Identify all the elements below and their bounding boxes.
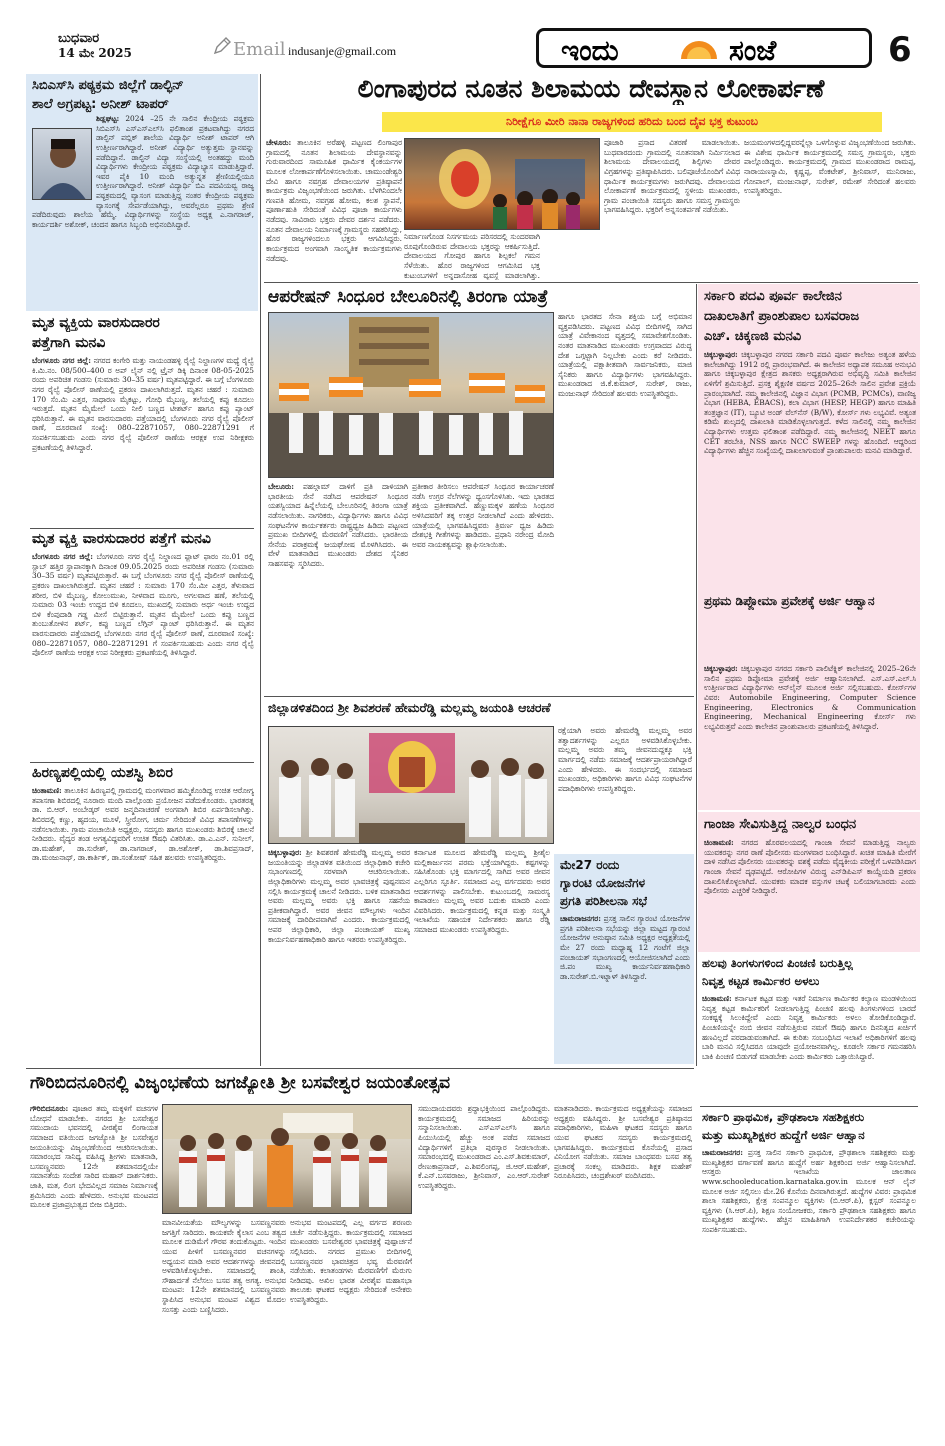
basava-col1-text: ಪೂಜಾರ ತಮ್ಮ ಮಕ್ಕಳಿಗೆ ವಚನಗಳ ಬೋಧನೆ ಮಾಡಬೇಕು. ನಗರದ ಶ್ರೀ ಬಸವೇಶ್ವರ ಸಮುದಾಯ ಭವನದಲ್ಲಿ ವೀರಶೈವ ಲಿಂಗಾಯತ ಸಮಾಜದ ವತಿಯಿಂದ ಜಗಜ್ಯೋತಿ ಶ್ರೀ ಬಸವೇಶ್ವರ ಜಯಂತಿಯನ್ನು ವಿಜೃಂಭಣೆಯಿಂದ ಆಚರಿಸಲಾಯಿತು. ಸಮಾರಂಭದ ಸಾನಿಧ್ಯ ವಹಿಸಿದ್ದ ಶ್ರೀಗಳು ಮಾತನಾಡಿ, ಬಸವಣ್ಣನವರು 12ನೇ ಶತಮಾನದಲ್ಲಿಯೇ ಸಮಾನತೆಯ ಸಂದೇಶ ಸಾರಿದ ಮಹಾನ್ ದಾರ್ಶನಿಕರು. ಜಾತಿ, ಮತ, ಲಿಂಗ ಭೇದವಿಲ್ಲದ ಸಮಾಜ ನಿರ್ಮಾಣಕ್ಕೆ ಶ್ರಮಿಸಿದರು ಎಂದು ಹೇಳಿದರು. ಅನುಭವ ಮಂಟಪದ ಮೂಲಕ ಪ್ರಜಾಪ್ರಭುತ್ವದ ಬೀಜ ಬಿತ್ತಿದರು. <box>30 1104 158 1210</box>
ganja-dateline: ಚಿಂತಾಮಣಿ: <box>704 838 734 847</box>
cbse-article <box>26 74 258 311</box>
sindoor-col2-text: ಪ್ರತೀಕಾರ ತೀರಿಸಲು ಆಪರೇಷನ್ ಸಿಂಧೂರ ಕಾರ್ಯಾಚರಣೆ ನಡೆಸಿ ಉಗ್ರರ ನೆಲೆಗಳನ್ನು ಧ್ವಂಸಗೊಳಿಸಿತು. ಇದು ಭಾರತದ ಶಕ್ತಿಯ ಪ್ರತೀಕವಾಗಿದೆ. ಹೆಣ್ಣುಮಕ್ಕಳ ಹಣೆಯ ಸಿಂಧೂರ ಅಳಿಸಿದವರಿಗೆ ತಕ್ಕ ಉತ್ತರ ನೀಡಲಾಗಿದೆ ಎಂದು ಹೇಳಿದರು. ಯಾತ್ರೆಯಲ್ಲಿ ಭಾಗವಹಿಸಿದ್ದವರು ತ್ರಿವರ್ಣ ಧ್ವಜ ಹಿಡಿದು ದೇಶಭಕ್ತಿ ಗೀತೆಗಳನ್ನು ಹಾಡಿದರು. ಪ್ರಧಾನಿ ನರೇಂದ್ರ ಮೋದಿ ಅವರ ನಾಯಕತ್ವವನ್ನು ಶ್ಲಾಘಿಸಲಾಯಿತು. <box>412 482 554 549</box>
teachers-headline-2: ಮತ್ತು ಮುಖ್ಯಶಿಕ್ಷಕರ ಹುದ್ದೆಗೆ ಅರ್ಜಿ ಆಹ್ವಾನ <box>702 1128 865 1142</box>
shivsharan-col1-text: ಶ್ರೀ ಶಿವಶರಣೆ ಹೇಮರೆಡ್ಡಿ ಮಲ್ಲಮ್ಮ ಅವರ ಜಯಂತಿಯನ್ನು ಜಿಲ್ಲಾಡಳಿತ ವತಿಯಿಂದ ಜಿಲ್ಲಾಧಿಕಾರಿ ಕಚೇರಿ ಸಭಾಂಗಣದಲ್ಲಿ ಸರಳವಾಗಿ ಆಚರಿಸಲಾಯಿತು. ಜಿಲ್ಲಾಧಿಕಾರಿಗಳು ಮಲ್ಲಮ್ಮ ಅವರ ಭಾವಚಿತ್ರಕ್ಕೆ ಪುಷ್ಪನಮನ ಸಲ್ಲಿಸಿ ಕಾರ್ಯಕ್ರಮಕ್ಕೆ ಚಾಲನೆ ನೀಡಿದರು. ಬಳಿಕ ಮಾತನಾಡಿದ ಅವರು ಮಲ್ಲಮ್ಮ ಅವರು ಭಕ್ತಿ ಹಾಗೂ ಸಹನೆಯ ಪ್ರತೀಕವಾಗಿದ್ದಾರೆ. ಅವರ ಜೀವನ ಮೌಲ್ಯಗಳು ಇಂದಿನ ಸಮಾಜಕ್ಕೆ ದಾರಿದೀಪವಾಗಿವೆ ಎಂದರು. ಕಾರ್ಯಕ್ರಮದಲ್ಲಿ ಅಪರ ಜಿಲ್ಲಾಧಿಕಾರಿ, ಜಿಲ್ಲಾ ಪಂಚಾಯತ್ ಮುಖ್ಯ ಕಾರ್ಯನಿರ್ವಹಣಾಧಿಕಾರಿ ಹಾಗೂ ಇತರರು ಉಪಸ್ಥಿತರಿದ್ದರು. <box>268 848 410 944</box>
ganja-body <box>704 838 916 950</box>
ganja-headline: ಗಾಂಜಾ ಸೇವಿಸುತ್ತಿದ್ದ ನಾಲ್ವರ ಬಂಧನ <box>704 817 857 832</box>
pension-article <box>698 954 920 1104</box>
pension-headline-1: ಹಲವು ತಿಂಗಳುಗಳಿಂದ ಪಿಂಚಣಿ ಬರುತ್ತಿಲ್ಲ <box>702 956 854 970</box>
guarantee-headline-1: ಮೇ27 ರಂದು <box>560 858 620 872</box>
tiranga-yatra-photo <box>268 312 554 478</box>
college-text: ಚಿಕ್ಕಬಳ್ಳಾಪುರ ನಗರದ ಸರ್ಕಾರಿ ಪದವಿ ಪೂರ್ವ ಕಾಲೇಜು ಅತ್ಯಂತ ಹಳೆಯ ಕಾಲೇಜಾಗಿದ್ದು 1912 ರಲ್ಲಿ ಪ್ರಾರಂಭವಾಗಿದೆ. ಈ ಕಾಲೇಜಿನ ಅಧ್ಯಾಪಕ ಸಮೂಹ ಅನುಭವಿ ಹಾಗೂ ಚಿಕ್ಕಬಳ್ಳಾಪುರ ಕ್ಷೇತ್ರದ ಶಾಸಕರು ಅಧ್ಯಕ್ಷರಾಗಿರುವ ಅಭಿವೃದ್ಧಿ ಸಮಿತಿ ಕಾಲೇಜಿನ ಏಳಿಗೆಗೆ ಶ್ರಮಿಸುತ್ತಿದೆ. ಪ್ರಸಕ್ತ ಶೈಕ್ಷಣಿಕ ವರ್ಷದ 2025–26ನೇ ಸಾಲಿನ ಪ್ರವೇಶ ಪ್ರಕ್ರಿಯೆ ಪ್ರಾರಂಭವಾಗಿದೆ. ನಮ್ಮ ಕಾಲೇಜಿನಲ್ಲಿ ವಿಜ್ಞಾನ ವಿಭಾಗ (PCMB, PCMCs), ವಾಣಿಜ್ಯ ವಿಭಾಗ (HEBA, EBACS), ಕಲಾ ವಿಭಾಗ (HESP, HEGP) ಹಾಗೂ ಮಾಹಿತಿ ತಂತ್ರಜ್ಞಾನ (IT), ಬ್ಯೂಟಿ ಅಂಡ್ ವೆಲ್‌ನೆಸ್ (B/W), ಕೋರ್ಸ್ ಗಳು ಲಭ್ಯವಿವೆ. ಅತ್ಯಂತ ಕಡಿಮೆ ಶುಲ್ಕದಲ್ಲಿ ದಾಖಲಾತಿ ಮಾಡಿಕೊಳ್ಳಲಾಗುತ್ತದೆ. ಕಳೆದ ಸಾಲಿನಲ್ಲಿ ನಮ್ಮ ಕಾಲೇಜಿನ ವಿದ್ಯಾರ್ಥಿಗಳು ಉತ್ತಮ ಫಲಿತಾಂಶ ಪಡೆದಿದ್ದಾರೆ. ನಮ್ಮ ಕಾಲೇಜಿನಲ್ಲಿ NEET ಹಾಗೂ CET ತರಬೇತಿ, NSS ಹಾಗೂ NCC SWEEP ಗಳನ್ನು ಹೊಂದಿದೆ. ಆದ್ದರಿಂದ ವಿದ್ಯಾರ್ಥಿಗಳು ಹೆಚ್ಚಿನ ಸಂಖ್ಯೆಯಲ್ಲಿ ದಾಖಲಾಗುವಂತೆ ಪ್ರಾಂಶುಪಾಲರು ಮನವಿ ಮಾಡಿದ್ದಾರೆ. <box>704 350 916 456</box>
college-headline-3: ಎಚ್. ಚಿಕ್ಕಣಜಿ ಮನವಿ <box>704 329 802 344</box>
lost-2-dateline: ಬೆಂಗಳೂರು ನಗರ ಜಿಲ್ಲೆ: <box>32 552 93 561</box>
divider <box>26 1068 694 1069</box>
pension-headline-2: ನಿವೃತ್ತ ಕಟ್ಟಡ ಕಾರ್ಮಿಕರ ಅಳಲು <box>702 974 820 988</box>
sindoor-col1-text: ಪಹಲ್ಗಾಮ್ ದಾಳಿಗೆ ಪ್ರತಿ ದಾಳಿಯಾಗಿ ಭಾರತೀಯ ಸೇನೆ ನಡೆಸಿದ ಆಪರೇಷನ್ ಸಿಂಧೂರ ಯಶಸ್ವಿಯಾದ ಹಿನ್ನೆಲೆಯಲ್ಲಿ ಬೇಲೂರಿನಲ್ಲಿ ತಿರಂಗಾ ಯಾತ್ರೆ ನಡೆಸಲಾಯಿತು. ನಾಗರಿಕರು, ವಿದ್ಯಾರ್ಥಿಗಳು ಹಾಗೂ ವಿವಿಧ ಸಂಘಟನೆಗಳ ಕಾರ್ಯಕರ್ತರು ರಾಷ್ಟ್ರಧ್ವಜ ಹಿಡಿದು ಪಟ್ಟಣದ ಪ್ರಮುಖ ಬೀದಿಗಳಲ್ಲಿ ಮೆರವಣಿಗೆ ನಡೆಸಿದರು. ಭಾರತೀಯ ಸೇನೆಯ ಪರಾಕ್ರಮಕ್ಕೆ ಜಯಘೋಷ ಮೊಳಗಿಸಿದರು. ಈ ವೇಳೆ ಮಾತನಾಡಿದ ಮುಖಂಡರು ದೇಶದ ಸೈನಿಕರ ಸಾಹಸವನ್ನು ಸ್ಮರಿಸಿದರು. <box>268 482 408 568</box>
guarantee-headline-2: ಗ್ಯಾರಂಟಿ ಯೋಜನೆಗಳ <box>560 876 646 890</box>
shivsharan-dateline: ಚಿಕ್ಕಬಳ್ಳಾಪುರ: <box>268 848 302 857</box>
sindoor-col-1 <box>268 482 408 690</box>
ganja-text: ನಗರದ ಹೊರವಲಯದಲ್ಲಿ ಗಾಂಜಾ ಸೇವನೆ ಮಾಡುತ್ತಿದ್ದ ನಾಲ್ವರು ಯುವಕರನ್ನು ನಗರ ಠಾಣೆ ಪೊಲೀಸರು ಮಂಗಳವಾರ ಬಂಧಿಸಿದ್ದಾರೆ. ಖಚಿತ ಮಾಹಿತಿ ಮೇರೆಗೆ ದಾಳಿ ನಡೆಸಿದ ಪೊಲೀಸರು ಯುವಕರನ್ನು ವಶಕ್ಕೆ ಪಡೆದು ವೈದ್ಯಕೀಯ ಪರೀಕ್ಷೆಗೆ ಒಳಪಡಿಸಿದಾಗ ಗಾಂಜಾ ಸೇವನೆ ದೃಢಪಟ್ಟಿದೆ. ಆರೋಪಿಗಳ ವಿರುದ್ಧ ಎನ್‌ಡಿಪಿಎಸ್ ಕಾಯ್ದೆಯಡಿ ಪ್ರಕರಣ ದಾಖಲಿಸಿಕೊಳ್ಳಲಾಗಿದೆ. ಯುವಕರು ಮಾದಕ ವಸ್ತುಗಳ ಚಟಕ್ಕೆ ಬಲಿಯಾಗಬಾರದು ಎಂದು ಪೊಲೀಸರು ಎಚ್ಚರಿಕೆ ನೀಡಿದ್ದಾರೆ. <box>704 838 916 896</box>
masthead-logo <box>536 28 872 68</box>
cbse-headline-2: ಶಾಲೆ ಅಗ್ರಪಟ್ಟ: ಅನೀಶ್ ಟಾಪರ್ <box>32 97 169 112</box>
guarantee-body <box>560 914 690 1062</box>
lingapura-article <box>262 72 920 280</box>
page-number: 6 <box>888 30 912 70</box>
guarantee-headline-3: ಪ್ರಗತಿ ಪರಿಶೀಲನಾ ಸಭೆ <box>560 894 648 908</box>
diploma-article <box>698 664 920 810</box>
lingapura-dateline: ಚೇಳೂರು: <box>266 138 292 147</box>
column-divider <box>260 74 261 1066</box>
ganja-article <box>698 812 920 952</box>
paper-name-left: ಇಂದು <box>561 34 619 67</box>
sindoor-col3-text: ಹಾಗೂ ಭಾರತದ ಸೇನಾ ಶಕ್ತಿಯ ಬಗ್ಗೆ ಅಭಿಮಾನ ವ್ಯಕ್ತಪಡಿಸಿದರು. ಪಟ್ಟಣದ ವಿವಿಧ ಬೀದಿಗಳಲ್ಲಿ ಸಾಗಿದ ಯಾತ್ರೆ ವಿವೇಕಾನಂದ ವೃತ್ತದಲ್ಲಿ ಸಮಾವೇಶಗೊಂಡಿತು. ನಂತರ ಮಾತನಾಡಿದ ಮುಖಂಡರು ಉಗ್ರವಾದದ ವಿರುದ್ಧ ದೇಶ ಒಗ್ಗಟ್ಟಾಗಿ ನಿಲ್ಲಬೇಕು ಎಂದು ಕರೆ ನೀಡಿದರು. ಯಾತ್ರೆಯಲ್ಲಿ ಪಕ್ಷಾತೀತವಾಗಿ ಸಾರ್ವಜನಿಕರು, ಮಾಜಿ ಸೈನಿಕರು ಹಾಗೂ ವಿದ್ಯಾರ್ಥಿಗಳು ಭಾಗವಹಿಸಿದ್ದರು. ಮುಖಂಡರಾದ ಜಿ.ಕೆ.ಕುಮಾರ್, ಸುರೇಶ್, ರಾಜು, ಮಂಜುನಾಥ್ ಸೇರಿದಂತೆ ಹಲವರು ಉಪಸ್ಥಿತರಿದ್ದರು. <box>558 312 692 398</box>
lost-2-headline: ಮೃತ ವ್ಯಕ್ತಿ ವಾರಸುದಾರರ ಪತ್ತೆಗೆ ಮನವಿ <box>32 531 211 547</box>
lost-person-article-1 <box>26 314 258 526</box>
camp-article <box>26 764 258 1064</box>
basava-headline: ಗೌರಿಬಿದನೂರಿನಲ್ಲಿ ವಿಜೃಂಭಣೆಯ ಜಗಜ್ಯೋತಿ ಶ್ರೀ ಬಸವೇಶ್ವರ ಜಯಂತೋತ್ಸವ <box>30 1073 451 1093</box>
diploma-headline: ಪ್ರಥಮ ಡಿಪ್ಲೋಮಾ ಪ್ರವೇಶಕ್ಕೆ ಅರ್ಜಿ ಆಹ್ವಾನ <box>704 594 875 608</box>
lost-1-headline-1: ಮೃತ ವ್ಯಕ್ತಿಯ ವಾರಸುದಾರರ <box>32 315 160 331</box>
lingapura-col-4 <box>744 138 916 278</box>
basava-photo <box>162 1104 412 1214</box>
sindoor-headline: ಆಪರೇಷನ್ ಸಿಂಧೂರ ಬೇಲೂರಿನಲ್ಲಿ ತಿರಂಗಾ ಯಾತ್ರೆ <box>268 287 548 307</box>
divider <box>700 1106 918 1107</box>
camp-body <box>32 786 254 1062</box>
lost-1-text: ನಗರದ ಕಂಗೇರಿ ಮತ್ತು ನಾಯಂಡಹಳ್ಳಿ ರೈಲ್ವೆ ನಿಲ್ದಾಣಗಳ ಮಧ್ಯೆ ರೈಲ್ವೆ ಕಿ.ಮಿ.ನಂ. 08/500–400 ರ ಅಪ್ ಲೈನ್ ನಲ್ಲಿ ಟ್ರೈನ್ ಡಿಕ್ಕಿ ದಿನಾಂಕ 08-05-2025 ರಂದು ಅಪರಿಚಿತ ಗಂಡಸು (ಸುಮಾರು 30–35 ವರ್ಷ) ಮೃತಪಟ್ಟಿದ್ದಾರೆ. ಈ ಬಗ್ಗೆ ಬೆಂಗಳೂರು ನಗರ ರೈಲ್ವೆ ಪೊಲೀಸ್ ಠಾಣೆಯಲ್ಲಿ ಪ್ರಕರಣ ದಾಖಲಾಗಿರುತ್ತದೆ. ಮೃತನ ಚಹರೆ : ಸುಮಾರು 170 ಸೆಂ.ಮಿ ಎತ್ತರ, ಸಾಧಾರಣ ಮೈಕಟ್ಟು, ಗೋಧಿ ಮೈಬಣ್ಣ, ತಲೆಯಲ್ಲಿ ಕಪ್ಪು ಕೂದಲು ಇರುತ್ತದೆ. ಮೃತನ ಮೈಮೇಲೆ ಒಂದು ನೀಲಿ ಬಣ್ಣದ ಟೀಶರ್ಟ್ ಹಾಗೂ ಕಪ್ಪು ಪ್ಯಾಂಟ್ ಧರಿಸಿರುತ್ತಾನೆ. ಈ ಮೃತನ ವಾರಸುದಾರರು ಪತ್ತೆಯಾದಲ್ಲಿ ಬೆಂಗಳೂರು ನಗರ ರೈಲ್ವೆ ಪೊಲೀಸ್ ಠಾಣೆ, ದೂರವಾಣಿ ಸಂಖ್ಯೆ: 080–22871057, 080–22871291 ಗೆ ಸಂಪರ್ಕಿಸಬಹುದು ಎಂದು ನಗರ ರೈಲ್ವೆ ಪೊಲೀಸ್ ಠಾಣೆಯ ಆರಕ್ಷಕ ಉಪ ನಿರೀಕ್ಷಕರು ಪ್ರಕಟಣೆಯಲ್ಲಿ ತಿಳಿಸಿದ್ದಾರೆ. <box>32 356 254 452</box>
issue-day: ಬುಧವಾರ <box>58 31 100 46</box>
college-headline-1: ಸರ್ಕಾರಿ ಪದವಿ ಪೂರ್ವ ಕಾಲೇಜಿನ <box>704 289 842 304</box>
pension-body <box>702 994 916 1102</box>
guarantee-article <box>554 854 694 1064</box>
teachers-headline-1: ಸರ್ಕಾರಿ ಪ್ರಾಥಮಿಕ, ಪ್ರೌಢಶಾಲಾ ಸಹಶಿಕ್ಷಕರು <box>702 1110 865 1124</box>
pencil-icon <box>212 36 232 56</box>
camp-headline: ಹಿರಣ್ಯಪಲ್ಲಿಯಲ್ಲಿ ಯಶಸ್ವಿ ಶಿಬಿರ <box>32 765 173 781</box>
college-body <box>704 350 916 590</box>
basava-dateline: ಗೌರಿಬಿದನೂರು: <box>30 1104 69 1113</box>
lingapura-col1-text: ತಾಲೂಕಿನ ಅರೆಹಳ್ಳಿ ಪಟ್ಟಣದ ಲಿಂಗಾಪುರ ಗ್ರಾಮದಲ್ಲಿ ನೂತನ ಶಿಲಾಮಯ ದೇವಸ್ಥಾನವನ್ನು ಗುರುವಾರದಿಂದ ಸಾಮೂಹಿಕ ಧಾರ್ಮಿಕ ಕೈಂಕರ್ಯಗಳ ಮೂಲಕ ಲೋಕಾರ್ಪಣೆಗೊಳಿಸಲಾಯಿತು. ಚಾಮುಂಡೇಶ್ವರಿ ದೇವಿ ಹಾಗೂ ನವಗ್ರಹ ದೇವಾಲಯಗಳ ಪ್ರತಿಷ್ಠಾಪನೆ ಕಾರ್ಯಕ್ರಮ ವಿಜೃಂಭಣೆಯಿಂದ ಜರುಗಿತು. ಬೆಳಗಿನಿಂದಲೇ ಗಣಪತಿ ಹೋಮ, ನವಗ್ರಹ ಹೋಮ, ಕಲಶ ಸ್ಥಾಪನೆ, ಪೂರ್ಣಾಹುತಿ ಸೇರಿದಂತೆ ವಿವಿಧ ಪೂಜಾ ಕಾರ್ಯಗಳು ನಡೆದವು. ಸಾವಿರಾರು ಭಕ್ತರು ದೇವರ ದರ್ಶನ ಪಡೆದರು. ನೂತನ ದೇವಾಲಯ ನಿರ್ಮಾಣಕ್ಕೆ ಗ್ರಾಮಸ್ಥರು ಸಹಕರಿಸಿದ್ದು, ಹೊರ ರಾಜ್ಯಗಳಿಂದಲೂ ಭಕ್ತರು ಆಗಮಿಸಿದ್ದರು. ಕಾರ್ಯಕ್ರಮದ ಅಂಗವಾಗಿ ಸಾಂಸ್ಕೃತಿಕ ಕಾರ್ಯಕ್ರಮಗಳು ನಡೆದವು. <box>266 138 402 263</box>
shivsharan-col-2 <box>414 848 550 1062</box>
paper-name-right: ಸಂಜೆ <box>729 34 777 67</box>
sun-logo-icon <box>677 39 721 61</box>
basava-col-3 <box>290 1218 412 1438</box>
cbse-body <box>32 114 254 308</box>
lingapura-subhead-banner <box>382 112 882 132</box>
lingapura-col-1 <box>266 138 402 278</box>
lingapura-col3-text: ಪೂಜಾರಿ ಪ್ರಸಾದ ವಿತರಣೆ ಮಾಡಲಾಯಿತು. ಬುಧವಾರದಂದು ಗ್ರಾಮದಲ್ಲಿ ನೂತನವಾಗಿ ನಿರ್ಮಿಸಲಾದ ಶಿಲಾಮಯ ದೇವಾಲಯದಲ್ಲಿ ಶಿಲ್ಪಿಗಳು ದೇವರ ವಿಗ್ರಹಗಳನ್ನು ಪ್ರತಿಷ್ಠಾಪಿಸಿದರು. ಬಲಿಪೂಜೆಯೊಂದಿಗೆ ವಿವಿಧ ಧಾರ್ಮಿಕ ಕಾರ್ಯಕ್ರಮಗಳು ಜರುಗಿದವು. ದೇವಾಲಯದ ಲೋಕಾರ್ಪಣೆ ಕಾರ್ಯಕ್ರಮದಲ್ಲಿ ಸ್ಥಳೀಯ ಮುಖಂಡರು, ಗ್ರಾಮ ಪಂಚಾಯಿತಿ ಸದಸ್ಯರು ಹಾಗೂ ಸಮಸ್ತ ಗ್ರಾಮಸ್ಥರು ಭಾಗವಹಿಸಿದ್ದರು. ಭಕ್ತರಿಗೆ ಅನ್ನಸಂತರ್ಪಣೆ ನಡೆಯಿತು. <box>604 138 740 215</box>
pension-text: ಕರ್ನಾಟಕ ಕಟ್ಟಡ ಮತ್ತು ಇತರೆ ನಿರ್ಮಾಣ ಕಾರ್ಮಿಕರ ಕಲ್ಯಾಣ ಮಂಡಳಿಯಿಂದ ನಿವೃತ್ತ ಕಟ್ಟಡ ಕಾರ್ಮಿಕರಿಗೆ ನೀಡಲಾಗುತ್ತಿದ್ದ ಪಿಂಚಣಿ ಹಲವು ತಿಂಗಳುಗಳಿಂದ ಬಾರದೆ ಸಂಕಷ್ಟಕ್ಕೆ ಸಿಲುಕಿದ್ದೇವೆ ಎಂದು ನಿವೃತ್ತ ಕಾರ್ಮಿಕರು ಅಳಲು ತೋಡಿಕೊಂಡಿದ್ದಾರೆ. ಪಿಂಚಣಿಯನ್ನೇ ನಂಬಿ ಜೀವನ ನಡೆಸುತ್ತಿರುವ ನಮಗೆ ಔಷಧಿ ಹಾಗೂ ದಿನನಿತ್ಯದ ಖರ್ಚಿಗೆ ಹಣವಿಲ್ಲದೆ ಪರದಾಡುವಂತಾಗಿದೆ. ಈ ಕುರಿತು ಸಂಬಂಧಿಸಿದ ಇಲಾಖೆ ಅಧಿಕಾರಿಗಳಿಗೆ ಹಲವು ಬಾರಿ ಮನವಿ ಸಲ್ಲಿಸಿದರೂ ಯಾವುದೇ ಪ್ರಯೋಜನವಾಗಿಲ್ಲ. ಕೂಡಲೇ ಸರ್ಕಾರ ಗಮನಹರಿಸಿ ಬಾಕಿ ಪಿಂಚಣಿ ಬಿಡುಗಡೆ ಮಾಡಬೇಕು ಎಂದು ಕಾರ್ಮಿಕರು ಒತ್ತಾಯಿಸಿದ್ದಾರೆ. <box>702 994 916 1061</box>
basava-col5-text: ಮಾತನಾಡಿದರು. ಕಾರ್ಯಕ್ರಮದ ಅಧ್ಯಕ್ಷತೆಯನ್ನು ಸಮಾಜದ ಅಧ್ಯಕ್ಷರು ವಹಿಸಿದ್ದರು. ಶ್ರೀ ಬಸವೇಶ್ವರ ಪ್ರತಿಷ್ಠಾನದ ಪದಾಧಿಕಾರಿಗಳು, ಮಹಿಳಾ ಘಟಕದ ಸದಸ್ಯರು ಹಾಗೂ ಯುವ ಘಟಕದ ಸದಸ್ಯರು ಕಾರ್ಯಕ್ರಮದಲ್ಲಿ ಭಾಗವಹಿಸಿದ್ದರು. ಕಾರ್ಯಕ್ರಮದ ಕೊನೆಯಲ್ಲಿ ಪ್ರಸಾದ ವಿನಿಯೋಗ ನಡೆಯಿತು. ಸಮಾಜ ಬಾಂಧವರು ಬಸವ ತತ್ವ ಪ್ರಚಾರಕ್ಕೆ ಸಂಕಲ್ಪ ಮಾಡಿದರು. ಶಿಕ್ಷಕ ಮಹೇಶ್ ನಿರೂಪಿಸಿದರು, ಚಂದ್ರಶೇಖರ್ ವಂದಿಸಿದರು. <box>554 1104 692 1181</box>
diploma-text: ಚಿಕ್ಕಬಳ್ಳಾಪುರ ನಗರದ ಸರ್ಕಾರಿ ಪಾಲಿಟೆಕ್ನಿಕ್ ಕಾಲೇಜಿನಲ್ಲಿ 2025–26ನೇ ಸಾಲಿನ ಪ್ರಥಮ ಡಿಪ್ಲೋಮಾ ಪ್ರವೇಶಕ್ಕೆ ಅರ್ಜಿ ಆಹ್ವಾನಿಸಲಾಗಿದೆ. ಎಸ್.ಎಸ್.ಎಲ್.ಸಿ ಉತ್ತೀರ್ಣರಾದ ವಿದ್ಯಾರ್ಥಿಗಳು ಆನ್‌ಲೈನ್ ಮೂಲಕ ಅರ್ಜಿ ಸಲ್ಲಿಸಬಹುದು. ಕೋರ್ಸ್‌ಗಳ ವಿವರ: Automobile Engineering, Computer Science Engineering, Electronics & Communication Engineering, Mechanical Engineering ಕೋರ್ಸ್ ಗಳು ಲಭ್ಯವಿರುತ್ತವೆ ಎಂದು ಕಾಲೇಜಿನ ಪ್ರಾಂಶುಪಾಲರು ಪ್ರಕಟಣೆಯಲ್ಲಿ ತಿಳಿಸಿದ್ದಾರೆ. <box>704 664 916 731</box>
cbse-text: 2024 –25 ನೇ ಸಾಲಿನ ಕೇಂದ್ರೀಯ ಪಠ್ಯಕ್ರಮ ಸಿಬಿಎಸ್‌ಸಿ ಎಸ್‌ಎಸ್‌ಎಲ್‌ಸಿ ಫಲಿತಾಂಶ ಪ್ರಕಟವಾಗಿದ್ದು ನಗರದ ಡಾಲ್ಫಿನ್ ಪಬ್ಲಿಕ್ ಶಾಲೆಯ ವಿದ್ಯಾರ್ಥಿ ಅನೀಶ್ ಟಾಪರ್ ಆಗಿ ಉತ್ತೀರ್ಣರಾಗಿದ್ದಾರೆ. ಅನೀಶ್ ವಿದ್ಯಾರ್ಥಿ ಅತ್ಯುತ್ತಮ ಸ್ಥಾನವನ್ನು ಪಡೆದಿದ್ದಾನೆ. ಡಾಲ್ಫಿನ್ ವಿದ್ಯಾ ಸಂಸ್ಥೆಯಲ್ಲಿ ಅಂತಹದ್ದು ಮಂದಿ ವಿದ್ಯಾರ್ಥಿಗಳು ಕೇಂದ್ರೀಯ ಪಠ್ಯಕ್ರಮ ವಿದ್ಯಾಭ್ಯಾಸ ಮಾಡುತ್ತಿದ್ದಾರೆ. ಇವರ ಪೈಕಿ 10 ಮಂದಿ ಅತ್ಯುನ್ನತ ಶ್ರೇಣಿಯಲ್ಲಿಯೂ ಉತ್ತೀರ್ಣರಾಗಿದ್ದಾರೆ. ಅನೀಶ್ ವಿದ್ಯಾರ್ಥಿ ಬಿಎ ಪದವಿಯವ್ವ ರಾಜ್ಯ ಪಠ್ಯಕ್ರಮದಲ್ಲಿ ವ್ಯಾಸಂಗ ಮಾಡುತ್ತಿದ್ದ ನಂತರ ಕೇಂದ್ರೀಯ ಪಠ್ಯಕ್ರಮ ವ್ಯಾಸಂಗಕ್ಕೆ ಸೇರ್ಪಡೆಯಾಗಿದ್ದು, ಅವರೆಲ್ಲರೂ ಪ್ರಥಮ ಶ್ರೇಣಿ ಪಡೆದಿರುವುದು ಶಾಲೆಯ ಹೆಮ್ಮೆ. ವಿದ್ಯಾರ್ಥಿಗಳನ್ನು ಸಂಸ್ಥೆಯ ಅಧ್ಯಕ್ಷ ಎ.ನಾಗರಾಜ್, ಕಾರ್ಯದರ್ಶಿ ಅಶೋಕ್, ಚಂದನ ಹಾಗೂ ಸಿಬ್ಬಂದಿ ಅಭಿನಂದಿಸಿದ್ದಾರೆ. <box>32 114 254 229</box>
lingapura-col2-text: ನಿರ್ಮಾಣಗೊಂಡ ನಿಸರ್ಗಮಯ ಪರಿಸರದಲ್ಲಿ ಸುಂದರವಾಗಿ ರೂಪುಗೊಂಡಿರುವ ದೇವಾಲಯ ಭಕ್ತರನ್ನು ಆಕರ್ಷಿಸುತ್ತಿದೆ. ದೇವಾಲಯದ ಗೋಪುರ ಹಾಗೂ ಶಿಲ್ಪಕಲೆ ಗಮನ ಸೆಳೆಯಿತು. ಹೊರ ರಾಜ್ಯಗಳಿಂದ ಆಗಮಿಸಿದ ಭಕ್ತ ಕುಟುಂಬಗಳಿಗೆ ಅನ್ನದಾಸೋಹ ವ್ಯವಸ್ಥೆ ಮಾಡಲಾಗಿತ್ತು. <box>404 232 540 280</box>
column-divider <box>696 284 697 1066</box>
email-address[interactable]: indusanje@gmail.com <box>288 44 397 58</box>
guarantee-text: ಪ್ರಸಕ್ತ ಸಾಲಿನ ಗ್ಯಾರಂಟಿ ಯೋಜನೆಗಳ ಪ್ರಗತಿ ಪರಿಶೀಲನಾ ಸಭೆಯನ್ನು ಜಿಲ್ಲಾ ಮಟ್ಟದ ಗ್ಯಾರಂಟಿ ಯೋಜನೆಗಳ ಅನುಷ್ಠಾನ ಸಮಿತಿ ಅಧ್ಯಕ್ಷರ ಅಧ್ಯಕ್ಷತೆಯಲ್ಲಿ ಮೇ 27 ರಂದು ಮಧ್ಯಾಹ್ನ 12 ಗಂಟೆಗೆ ಜಿಲ್ಲಾ ಪಂಚಾಯತ್ ಸಭಾಂಗಣದಲ್ಲಿ ಆಯೋಜಿಸಲಾಗಿದೆ ಎಂದು ಜಿ.ಪಂ ಮುಖ್ಯ ಕಾರ್ಯನಿರ್ವಹಣಾಧಿಕಾರಿ ಡಾ.ಸುರೇಶ್.ಬಿ.ಇಟ್ನಾಳ್ ತಿಳಿಸಿದ್ದಾರೆ. <box>560 914 690 981</box>
basava-article <box>26 1070 696 1440</box>
lingapura-col-3 <box>604 138 740 278</box>
issue-date: 14 ಮೇ 2025 <box>58 46 132 60</box>
teachers-article <box>698 1108 920 1438</box>
college-headline-2: ದಾಖಲಾತಿಗೆ ಪ್ರಾಂಶುಪಾಲ ಬಸವರಾಜ <box>704 309 860 324</box>
sindoor-col-2 <box>412 482 554 690</box>
shivsharan-right-text: ರಕ್ಷೆಯಾಗಿ ಅವರು ಹೇಮರೆಡ್ಡಿ ಮಲ್ಲಮ್ಮ ಅವರ ತತ್ವಾದರ್ಶಗಳನ್ನು ಎಲ್ಲರೂ ಅಳವಡಿಸಿಕೊಳ್ಳಬೇಕು. ಮಲ್ಲಮ್ಮ ಅವರು ತಮ್ಮ ಜೀವನದುದ್ದಕ್ಕೂ ಭಕ್ತಿ ಮಾರ್ಗದಲ್ಲಿ ನಡೆದು ಸಮಾಜಕ್ಕೆ ಆದರ್ಶಪ್ರಾಯರಾಗಿದ್ದಾರೆ ಎಂದು ಹೇಳಿದರು. ಈ ಸಂದರ್ಭದಲ್ಲಿ ಸಮಾಜದ ಮುಖಂಡರು, ಅಧಿಕಾರಿಗಳು ಹಾಗೂ ವಿವಿಧ ಸಂಘಟನೆಗಳ ಪದಾಧಿಕಾರಿಗಳು ಉಪಸ್ಥಿತರಿದ್ದರು. <box>558 726 692 793</box>
cbse-headline-1: ಸಿಬಿಎಸ್‌ಸಿ ಪಠ್ಯಕ್ರಮ ಜಿಲ್ಲೆಗೆ ಡಾಲ್ಫಿನ್ <box>32 78 184 93</box>
teachers-dateline: ಚಾಮರಾಜನಗರ: <box>702 1148 743 1157</box>
shivsharan-col2-text: ಕರ್ನಾಟಕ ಮೂಲದ ಹೇಮರೆಡ್ಡಿ ಮಲ್ಲಮ್ಮ ಶ್ರೀಶೈಲ ಮಲ್ಲಿಕಾರ್ಜುನನ ಪರಮ ಭಕ್ತೆಯಾಗಿದ್ದರು. ಕಷ್ಟಗಳನ್ನು ಸಹಿಸಿಕೊಂಡು ಭಕ್ತಿ ಮಾರ್ಗದಲ್ಲಿ ಸಾಗಿದ ಅವರ ಜೀವನ ಎಲ್ಲರಿಗೂ ಸ್ಫೂರ್ತಿ. ಸಮಾಜದ ಎಲ್ಲ ವರ್ಗದವರು ಅವರ ಆದರ್ಶಗಳನ್ನು ಪಾಲಿಸಬೇಕು. ಕುಟುಂಬದಲ್ಲಿ ಸಾಮರಸ್ಯ ಕಾಪಾಡಲು ಮಲ್ಲಮ್ಮ ಅವರ ಬದುಕು ಮಾದರಿ ಎಂದು ವಿವರಿಸಿದರು. ಕಾರ್ಯಕ್ರಮದಲ್ಲಿ ಕನ್ನಡ ಮತ್ತು ಸಂಸ್ಕೃತಿ ಇಲಾಖೆಯ ಸಹಾಯಕ ನಿರ್ದೇಶಕರು ಹಾಗೂ ರೆಡ್ಡಿ ಸಮಾಜದ ಮುಖಂಡರು ಉಪಸ್ಥಿತರಿದ್ದರು. <box>414 848 550 934</box>
divider <box>30 762 254 763</box>
guarantee-dateline: ಚಾಮರಾಜನಗರ: <box>560 914 601 923</box>
teachers-body <box>702 1148 916 1434</box>
basava-col-2 <box>162 1218 286 1438</box>
lingapura-col4-text: ಜಯಮಂಗಳದಲ್ಲಿದ್ದವರನ್ನೆಲ್ಲಾ ಒಳಗೊಳ್ಳುವ ವಿಜೃಂಭಣೆಯಿಂದ ಜರುಗಿತು. ಈ ವಿಶೇಷ ಧಾರ್ಮಿಕ ಕಾರ್ಯಕ್ರಮದಲ್ಲಿ ಸಮಸ್ತ ಗ್ರಾಮಸ್ಥರು, ಭಕ್ತರು ಪಾಲ್ಗೊಂಡಿದ್ದರು. ಕಾರ್ಯಕ್ರಮದಲ್ಲಿ ಗ್ರಾಮದ ಮುಖಂಡರಾದ ರಾಮಪ್ಪ, ನಾರಾಯಣಸ್ವಾಮಿ, ಕೃಷ್ಣಪ್ಪ, ವೆಂಕಟೇಶ್, ಶ್ರೀನಿವಾಸ್, ಮುನಿರಾಜು, ಗೋಪಾಲ್, ಮಂಜುನಾಥ್, ಸುರೇಶ್, ರಮೇಶ್ ಸೇರಿದಂತೆ ಹಲವರು ಉಪಸ್ಥಿತರಿದ್ದರು. <box>744 138 916 196</box>
divider <box>264 282 918 283</box>
basava-col2-text: ಮಾನವೀಯತೆಯ ಮೌಲ್ಯಗಳನ್ನು ಬಸವಣ್ಣನವರು ಜಗತ್ತಿಗೆ ಸಾರಿದರು. ಕಾಯಕವೇ ಕೈಲಾಸ ಎಂಬ ತತ್ವದ ಮೂಲಕ ದುಡಿಮೆಗೆ ಗೌರವ ತಂದುಕೊಟ್ಟರು. ಇಂದಿನ ಯುವ ಪೀಳಿಗೆ ಬಸವಣ್ಣನವರ ವಚನಗಳನ್ನು ಅಧ್ಯಯನ ಮಾಡಿ ಅವರ ಆದರ್ಶಗಳನ್ನು ಜೀವನದಲ್ಲಿ ಅಳವಡಿಸಿಕೊಳ್ಳಬೇಕು. ಸಮಾಜದಲ್ಲಿ ಶಾಂತಿ, ಸೌಹಾರ್ದತೆ ನೆಲೆಸಲು ಬಸವ ತತ್ವ ಅಗತ್ಯ. ಅನುಭವ ಮಂಟಪ: 12ನೇ ಶತಮಾನದಲ್ಲಿ ಬಸವಣ್ಣನವರು ಸ್ಥಾಪಿಸಿದ ಅನುಭವ ಮಂಟಪ ವಿಶ್ವದ ಮೊದಲ ಸಂಸತ್ತು ಎಂದು ಬಣ್ಣಿಸಿದರು. <box>162 1218 286 1314</box>
lingapura-col-2 <box>404 232 540 280</box>
divider <box>264 696 694 697</box>
shivsharan-col-1 <box>268 848 410 1062</box>
basava-col-4 <box>418 1104 550 1438</box>
shivsharan-photo <box>268 726 554 844</box>
basava-col3-text: ಅನುಭವ ಮಂಟಪದಲ್ಲಿ ಎಲ್ಲ ವರ್ಗದ ಶರಣರು ಚರ್ಚೆ ನಡೆಸುತ್ತಿದ್ದರು. ಕಾರ್ಯಕ್ರಮದಲ್ಲಿ ಸಮಾಜದ ಮುಖಂಡರು ಬಸವೇಶ್ವರರ ಭಾವಚಿತ್ರಕ್ಕೆ ಪುಷ್ಪಾರ್ಚನೆ ಸಲ್ಲಿಸಿದರು. ನಗರದ ಪ್ರಮುಖ ಬೀದಿಗಳಲ್ಲಿ ಬಸವಣ್ಣನವರ ಭಾವಚಿತ್ರದ ಭವ್ಯ ಮೆರವಣಿಗೆ ನಡೆಯಿತು. ಕಲಾತಂಡಗಳು ಮೆರವಣಿಗೆಗೆ ಮೆರುಗು ನೀಡಿದವು. ಅಖಿಲ ಭಾರತ ವೀರಶೈವ ಮಹಾಸಭಾ ತಾಲೂಕು ಘಟಕದ ಅಧ್ಯಕ್ಷರು ಸೇರಿದಂತೆ ಅನೇಕರು ಉಪಸ್ಥಿತರಿದ್ದರು. <box>290 1218 412 1304</box>
college-article <box>698 284 920 664</box>
pension-dateline: ಚಿಂತಾಮಣಿ: <box>702 994 732 1003</box>
shivsharan-right-col <box>558 726 692 848</box>
lingapura-col-2b <box>544 232 600 280</box>
lost-1-headline-2: ಪತ್ತೆಗಾಗಿ ಮನವಿ <box>32 335 106 351</box>
camp-text: ತಾಲೂಕಿನ ಹಿರಣ್ಯಪಲ್ಲಿ ಗ್ರಾಮದಲ್ಲಿ ಮಂಗಳವಾರ ಹಮ್ಮಿಕೊಂಡಿದ್ದ ಉಚಿತ ಆರೋಗ್ಯ ತಪಾಸಣಾ ಶಿಬಿರದಲ್ಲಿ ನೂರಾರು ಮಂದಿ ಪಾಲ್ಗೊಂಡು ಪ್ರಯೋಜನ ಪಡೆದುಕೊಂಡರು. ಭಾರತರತ್ನ ಡಾ. ಬಿ.ಆರ್. ಅಂಬೇಡ್ಕರ್ ಅವರ ಜನ್ಮದಿನಾಚರಣೆ ಅಂಗವಾಗಿ ಶಿಬಿರ ಏರ್ಪಡಿಸಲಾಗಿತ್ತು. ಶಿಬಿರದಲ್ಲಿ ಕಣ್ಣು, ಹೃದಯ, ಮೂಳೆ, ಸ್ತ್ರೀರೋಗ, ಚರ್ಮ ಸೇರಿದಂತೆ ವಿವಿಧ ತಪಾಸಣೆಗಳನ್ನು ನಡೆಸಲಾಯಿತು. ಗ್ರಾಮ ಪಂಚಾಯಿತಿ ಅಧ್ಯಕ್ಷರು, ಸದಸ್ಯರು ಹಾಗೂ ಮುಖಂಡರು ಶಿಬಿರಕ್ಕೆ ಚಾಲನೆ ನೀಡಿದರು. ವೈದ್ಯರ ತಂಡ ಅಗತ್ಯವಿದ್ದವರಿಗೆ ಉಚಿತ ಔಷಧಿ ವಿತರಿಸಿತು. ಡಾ.ಎ.ಎನ್. ಸುನೀಲ್, ಡಾ.ಮಹೇಶ್, ಡಾ.ಸುರೇಶ್, ಡಾ.ನಾಗರಾಜ್, ಡಾ.ಅಶೋಕ್, ಡಾ.ಶಿವಪ್ರಸಾದ್, ಡಾ.ಮಂಜುನಾಥ್, ಡಾ.ಕಾರ್ತಿಕ್, ಡಾ.ಸಂತೋಷ್ ಸಹಿತ ಹಲವರು ಉಪಸ್ಥಿತರಿದ್ದರು. <box>32 786 254 863</box>
shivsharan-article <box>262 698 694 1066</box>
teachers-text: ಪ್ರಸಕ್ತ ಸಾಲಿನ ಸರ್ಕಾರಿ ಪ್ರಾಥಮಿಕ, ಪ್ರೌಢಶಾಲಾ ಸಹಶಿಕ್ಷಕರು ಮತ್ತು ಮುಖ್ಯಶಿಕ್ಷಕರ ವರ್ಗಾವಣೆ ಹಾಗೂ ಹುದ್ದೆಗೆ ಅರ್ಹ ಶಿಕ್ಷಕರಿಂದ ಅರ್ಜಿ ಆಹ್ವಾನಿಸಲಾಗಿದೆ. ಆಸಕ್ತರು ಇಲಾಖೆಯ ಜಾಲತಾಣ www.schooleducation.karnataka.gov.in ಮೂಲಕ ಆನ್ ಲೈನ್ ಮೂಲಕ ಅರ್ಜಿ ಸಲ್ಲಿಸಲು ಮೇ.26 ಕೊನೆಯ ದಿನವಾಗಿರುತ್ತದೆ. ಹುದ್ದೆಗಳ ವಿವರ: ಪ್ರಾಥಮಿಕ ಶಾಲಾ ಸಹಶಿಕ್ಷಕರು, ಕ್ಷೇತ್ರ ಸಂಪನ್ಮೂಲ ವ್ಯಕ್ತಿಗಳು (ಬಿ.ಆರ್.ಪಿ), ಕ್ಲಸ್ಟರ್ ಸಂಪನ್ಮೂಲ ವ್ಯಕ್ತಿಗಳು (ಸಿ.ಆರ್.ಪಿ), ಶಿಕ್ಷಣ ಸಂಯೋಜಕರು, ಸರ್ಕಾರಿ ಪ್ರೌಢಶಾಲಾ ಸಹಶಿಕ್ಷಕರು ಹಾಗೂ ಮುಖ್ಯಶಿಕ್ಷಕರ ಹುದ್ದೆಗಳು. ಹೆಚ್ಚಿನ ಮಾಹಿತಿಗಾಗಿ ಉಪನಿರ್ದೇಶಕರ ಕಚೇರಿಯನ್ನು ಸಂಪರ್ಕಿಸಬಹುದು. <box>702 1148 916 1234</box>
lingapura-subhead: ನಿರೀಕ್ಷೆಗೂ ಮೀರಿ ನಾನಾ ರಾಜ್ಯಗಳಿಂದ ಹರಿದು ಬಂದ ದೈವ ಭಕ್ತ ಕುಟುಂಬ <box>506 115 758 128</box>
lost-2-text: ಬೆಂಗಳೂರು ನಗರ ರೈಲ್ವೆ ನಿಲ್ದಾಣದ ಫ್ಲಾಟ್ ಫಾರಂ ನಂ.01 ರಲ್ಲಿ ಸ್ಲಾಬ್ ಹತ್ತಿರ ಸ್ಥಾಪಾನಕ್ಕಾಗಿ ದಿನಾಂಕ 09.05.2025 ರಂದು ಅಪರಿಚಿತ ಗಂಡಸು (ಸುಮಾರು 30–35 ವರ್ಷ) ಮೃತಪಟ್ಟಿರುತ್ತಾರೆ. ಈ ಬಗ್ಗೆ ಬೆಂಗಳೂರು ನಗರ ರೈಲ್ವೆ ಪೊಲೀಸ್ ಠಾಣೆಯಲ್ಲಿ ಪ್ರಕರಣ ದಾಖಲಾಗಿರುತ್ತದೆ. ಮೃತನ ಚಹರೆ : ಸುಮಾರು 170 ಸೆಂ.ಮೀ ಎತ್ತರ, ತೆಳುವಾದ ಶರೀರ, ಬಿಳಿ ಮೈಬಣ್ಣ, ಕೋಲುಮುಖ, ನೀಳವಾದ ಮೂಗು, ಅಗಲವಾದ ಹಣೆ, ತಲೆಯಲ್ಲಿ ಸುಮಾರು 03 ಇಂಚು ಉದ್ದದ ಬಿಳಿ ಕೂದಲು, ಮುಖದಲ್ಲಿ ಸುಮಾರು ಅರ್ಧ ಇಂಚು ಉದ್ದದ ಬಿಳಿ ಕೆಂಪುದಾಡಿ ಗಡ್ಡ ಮೀಸೆ ಬಿಟ್ಟಿರುತ್ತಾನೆ. ಮೃತನ ಮೈಮೇಲೆ ಒಂದು ಕಪ್ಪು ಬಣ್ಣದ ತುಂಬುತೋಳಿನ ಶರ್ಟ್, ಕಪ್ಪು ಬಣ್ಣದ ಲೆಗ್ಗಿನ್ ಪ್ಯಾಂಟ್ ಧರಿಸಿರುತ್ತಾನೆ. ಈ ಮೃತನ ವಾರಸುದಾರರು ಪತ್ತೆಯಾದಲ್ಲಿ ಬೆಂಗಳೂರು ನಗರ ರೈಲ್ವೆ ಪೊಲೀಸ್ ಠಾಣೆ, ದೂರವಾಣಿ ಸಂಖ್ಯೆ: 080–22871057, 080–22871291 ಗೆ ಸಂಪರ್ಕಿಸಬಹುದು ಎಂದು ನಗರ ರೈಲ್ವೆ ಪೊಲೀಸ್ ಠಾಣೆಯ ಆರಕ್ಷಕ ಉಪ ನಿರೀಕ್ಷಕರು ಪ್ರಕಟಣೆಯಲ್ಲಿ ತಿಳಿಸಿದ್ದಾರೆ. <box>32 552 254 658</box>
cbse-dateline: ಶಿಡ್ಲಘಟ್ಟ: <box>96 114 120 123</box>
lost-1-body <box>32 356 254 524</box>
basava-col4-text: ಸಮುದಾಯದವರು ಶ್ರದ್ಧಾಭಕ್ತಿಯಿಂದ ಪಾಲ್ಗೊಂಡಿದ್ದರು. ಕಾರ್ಯಕ್ರಮದಲ್ಲಿ ಸಮಾಜದ ಹಿರಿಯರನ್ನು ಸನ್ಮಾನಿಸಲಾಯಿತು. ಎಸ್ಎಸ್ಎಲ್‌ಸಿ ಹಾಗೂ ಪಿಯುಸಿಯಲ್ಲಿ ಹೆಚ್ಚು ಅಂಕ ಪಡೆದ ಸಮಾಜದ ವಿದ್ಯಾರ್ಥಿಗಳಿಗೆ ಪ್ರತಿಭಾ ಪುರಸ್ಕಾರ ನೀಡಲಾಯಿತು. ಸಮಾರಂಭದಲ್ಲಿ ಮುಖಂಡರಾದ ಎಂ.ಎಸ್.ಶಿವಕುಮಾರ್, ರೇಣುಕಾಪ್ರಸಾದ್, ಎ.ಶಿವಲಿಂಗಪ್ಪ, ಜಿ.ಆರ್.ಮಹೇಶ್, ಕೆ.ಎನ್.ಬಸವರಾಜು, ಶ್ರೀನಿವಾಸ್, ಎಂ.ಆರ್.ಸುರೇಶ್ ಉಪಸ್ಥಿತರಿದ್ದರು. <box>418 1104 550 1190</box>
temple-photo <box>404 138 600 230</box>
masthead <box>0 0 945 70</box>
sindoor-dateline: ಬೇಲೂರು: <box>268 482 294 491</box>
college-dateline: ಚಿಕ್ಕಬಳ್ಳಾಪುರ: <box>704 350 738 359</box>
diploma-dateline: ಚಿಕ್ಕಬಳ್ಳಾಪುರ: <box>704 664 738 673</box>
lost-1-dateline: ಬೆಂಗಳೂರು ನಗರ ಜಿಲ್ಲೆ: <box>32 356 91 365</box>
sindoor-col-3 <box>558 312 692 690</box>
lingapura-headline: ಲಿಂಗಾಪುರದ ನೂತನ ಶಿಲಾಮಯ ದೇವಸ್ಥಾನ ಲೋಕಾರ್ಪಣೆ <box>357 74 825 103</box>
basava-col-1 <box>30 1104 158 1438</box>
shivsharan-headline: ಜಿಲ್ಲಾಡಳಿತದಿಂದ ಶ್ರೀ ಶಿವಶರಣೆ ಹೇಮರೆಡ್ಡಿ ಮಲ್ಲಮ್ಮ ಜಯಂತಿ ಆಚರಣೆ <box>268 700 551 715</box>
email-label: Email <box>233 39 286 60</box>
basava-col-5 <box>554 1104 692 1438</box>
lost-person-article-2 <box>26 530 258 760</box>
lost-2-body <box>32 552 254 758</box>
sindoor-article <box>262 284 694 694</box>
divider <box>30 528 254 529</box>
camp-dateline: ಚಿಂತಾಮಣಿ: <box>32 786 62 795</box>
diploma-body <box>704 664 916 808</box>
